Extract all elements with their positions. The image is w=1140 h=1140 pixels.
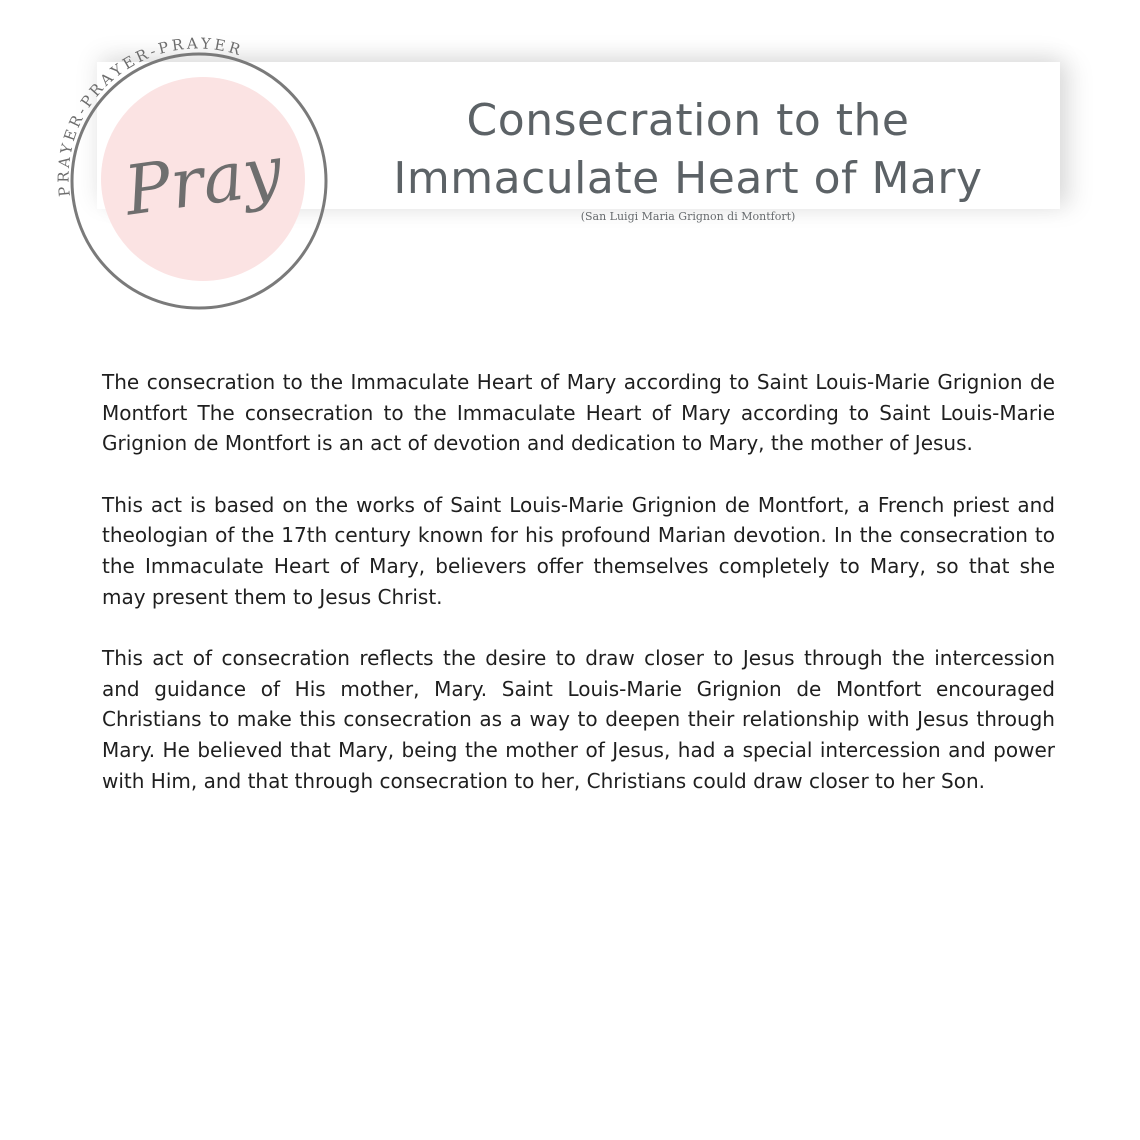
paragraph: This act is based on the works of Saint Louis-Marie Grignion de Montfort, a French priest and theologian of the 17th century known for his profound Marian devotion. In the consecration to the Immaculate Heart of Mary, believers offer themselves completely to Mary, so that she may present them to Jesus Christ. xyxy=(102,492,1055,609)
body-text xyxy=(102,367,1055,827)
paragraph: The consecration to the Immaculate Heart of Mary according to Saint Louis-Marie Grignion de Montfort The consecration to the Immaculate Heart of Mary according to Saint Louis-Marie Grignion de Montfort is an act of devotion and dedication to Mary, the mother of Jesus. xyxy=(102,370,1055,456)
pray-logo-icon xyxy=(54,36,344,326)
paragraph: This act of consecration reflects the desire to draw closer to Jesus through the intercession and guidance of His mother, Mary. Saint Louis-Marie Grignion de Montfort encouraged Christians to make this consecration as a way to deepen their relationship with Jesus through Mary. He believed that Mary, being the mother of Jesus, had a special intercession and power with Him, and that through consecration to her, Christians could draw closer to her Son. xyxy=(102,646,1055,793)
logo-ring-textpath: PRAYER-PRAYER-PRAYER xyxy=(54,36,246,198)
page-subtitle: (San Luigi Maria Grignon di Montfort) xyxy=(580,210,796,223)
logo-script-word: Pray xyxy=(120,131,287,232)
page-title: Consecration to the Immaculate Heart of Mary xyxy=(393,95,983,204)
